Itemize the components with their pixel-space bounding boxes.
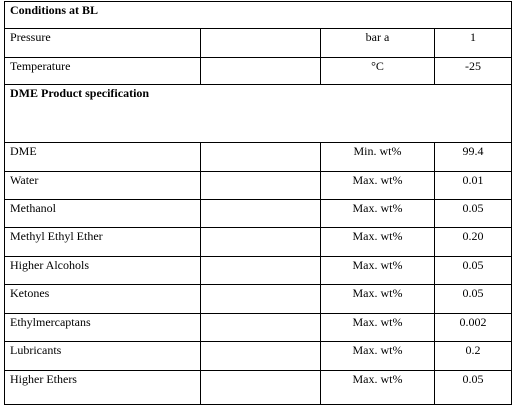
limit-value: 0.05 [435,257,512,285]
limit-unit: Max. wt% [321,342,435,371]
parameter-unit: °C [321,58,435,85]
limit-value: 0.01 [435,172,512,200]
parameter-unit: bar a [321,29,435,58]
component-name: Higher Alcohols [5,257,201,285]
blank-cell [201,257,321,285]
limit-value: 0.05 [435,200,512,228]
table-row [5,29,512,58]
limit-unit: Max. wt% [321,172,435,200]
specification-table [4,1,512,405]
component-name: Ethylmercaptans [5,314,201,342]
limit-value: 0.05 [435,371,512,405]
blank-cell [201,172,321,200]
component-name: Ketones [5,285,201,314]
blank-cell [201,314,321,342]
blank-cell [201,371,321,405]
table-row [5,342,512,371]
limit-unit: Max. wt% [321,257,435,285]
blank-cell [201,29,321,58]
component-name: DME [5,143,201,172]
section-header-row [5,85,512,143]
table-row [5,143,512,172]
blank-cell [201,200,321,228]
limit-value: 0.20 [435,228,512,257]
table-row [5,172,512,200]
limit-value: 0.002 [435,314,512,342]
limit-unit: Min. wt% [321,143,435,172]
limit-unit: Max. wt% [321,371,435,405]
blank-cell [201,58,321,85]
parameter-name: Temperature [5,58,201,85]
table-row [5,285,512,314]
limit-unit: Max. wt% [321,228,435,257]
table-row [5,371,512,405]
section-title-conditions: Conditions at BL [5,2,512,29]
table-row [5,200,512,228]
limit-value: 99.4 [435,143,512,172]
table-row [5,314,512,342]
blank-cell [201,228,321,257]
limit-value: 0.2 [435,342,512,371]
section-title-dme-spec: DME Product specification [5,85,512,143]
table-row [5,257,512,285]
limit-unit: Max. wt% [321,285,435,314]
parameter-value: 1 [435,29,512,58]
limit-unit: Max. wt% [321,314,435,342]
component-name: Higher Ethers [5,371,201,405]
limit-value: 0.05 [435,285,512,314]
parameter-value: -25 [435,58,512,85]
component-name: Water [5,172,201,200]
table-row [5,58,512,85]
limit-unit: Max. wt% [321,200,435,228]
table-row [5,228,512,257]
component-name: Methyl Ethyl Ether [5,228,201,257]
blank-cell [201,143,321,172]
component-name: Methanol [5,200,201,228]
blank-cell [201,285,321,314]
component-name: Lubricants [5,342,201,371]
blank-cell [201,342,321,371]
section-header-row [5,2,512,29]
parameter-name: Pressure [5,29,201,58]
